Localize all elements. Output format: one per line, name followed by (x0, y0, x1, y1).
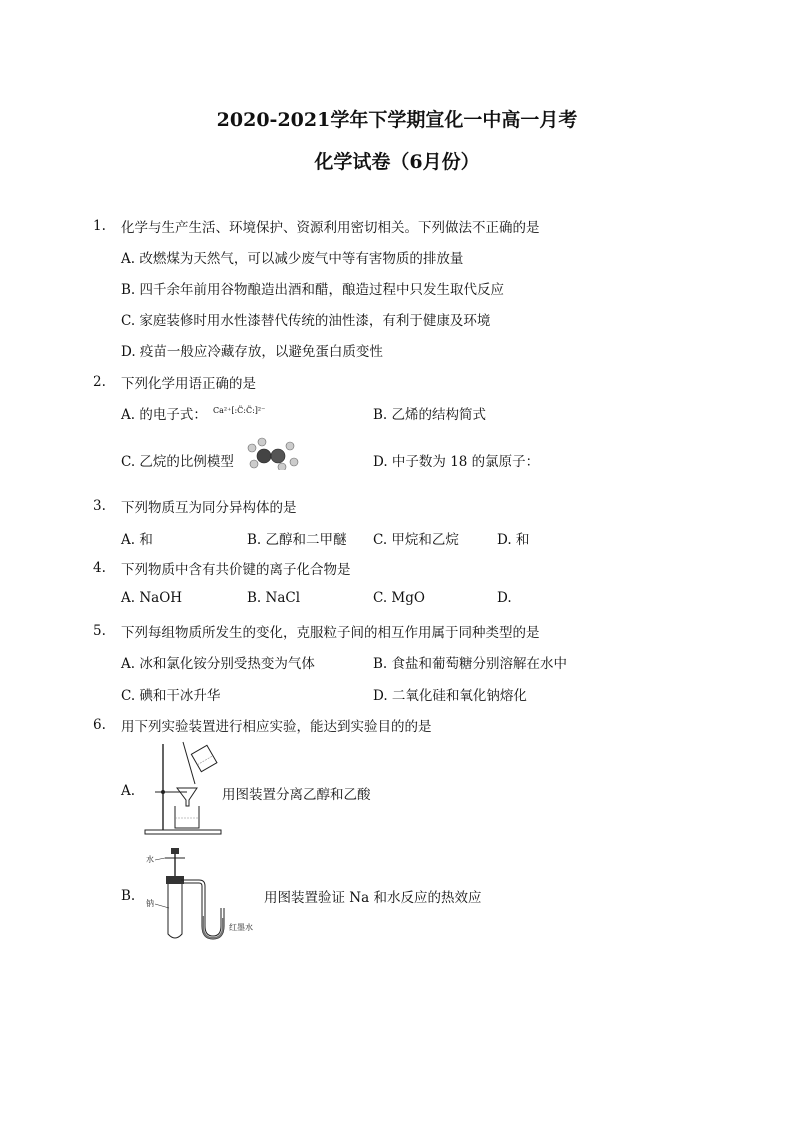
q1-stem: 化学与生产生活、环境保护、资源利用密切相关。下列做法不正确的是 (121, 220, 540, 236)
q4-option-b: B. NaCl (247, 590, 301, 606)
page-subtitle: 化学试卷（6月份） (314, 151, 480, 173)
q6-option-a-text: 用图装置分离乙醇和乙酸 (222, 787, 371, 803)
q6-option-b-label: B. (121, 888, 136, 904)
red-ink-label: 红墨水 (229, 923, 253, 932)
q3-option-d: D. 和 (497, 532, 530, 548)
q3-number: 3. (93, 498, 106, 514)
q3-option-b: B. 乙醇和二甲醚 (247, 532, 347, 548)
q6-stem: 用下列实验装置进行相应实验，能达到实验目的的是 (121, 719, 432, 735)
q2-number: 2. (93, 374, 106, 390)
ethane-space-filling-model (244, 436, 302, 470)
page-title: 2020-2021学年下学期宣化一中高一月考 (216, 109, 578, 131)
q3-option-a: A. 和 (121, 532, 153, 548)
sodium-water-heat-apparatus-figure (143, 842, 265, 946)
q5-stem: 下列每组物质所发生的变化，克服粒子间的相互作用属于同种类型的是 (121, 625, 540, 641)
q4-option-d: D. (497, 590, 512, 606)
q2-option-d: D. 中子数为 18 的氯原子： (373, 454, 540, 470)
q2-stem: 下列化学用语正确的是 (121, 376, 256, 392)
q4-stem: 下列物质中含有共价键的离子化合物是 (121, 562, 351, 578)
q1-number: 1. (93, 218, 106, 234)
q5-number: 5. (93, 623, 106, 639)
q3-option-c: C. 甲烷和乙烷 (373, 532, 459, 548)
q1-option-a: A. 改燃煤为天然气，可以减少废气中等有害物质的排放量 (121, 251, 464, 267)
q4-option-a: A. NaOH (121, 590, 183, 606)
water-label: 水 (146, 855, 154, 864)
distillation-apparatus-figure (143, 738, 223, 838)
q6-number: 6. (93, 717, 106, 733)
q4-option-c: C. MgO (373, 590, 425, 606)
q5-option-a: A. 冰和氯化铵分别受热变为气体 (121, 656, 315, 672)
q1-option-b: B. 四千余年前用谷物酿造出酒和醋，酿造过程中只发生取代反应 (121, 282, 505, 298)
q6-option-a-label: A. (121, 783, 136, 799)
q3-stem: 下列物质互为同分异构体的是 (121, 500, 297, 516)
q5-option-c: C. 碘和干冰升华 (121, 688, 221, 704)
sodium-label: 钠 (146, 899, 154, 908)
q1-option-c: C. 家庭装修时用水性漆替代传统的油性漆，有利于健康及环境 (121, 313, 491, 329)
q2-option-b: B. 乙烯的结构简式 (373, 407, 487, 423)
q2-option-c: C. 乙烷的比例模型 (121, 454, 234, 470)
q6-option-b-text: 用图装置验证 Na 和水反应的热效应 (264, 890, 482, 906)
q2-option-a: A. 的电子式： (121, 407, 207, 423)
q2-option-a-formula: Ca²⁺[:C̈:C̈:]²⁻ (213, 406, 266, 415)
q5-option-b: B. 食盐和葡萄糖分别溶解在水中 (373, 656, 568, 672)
q4-number: 4. (93, 560, 106, 576)
q5-option-d: D. 二氧化硅和氧化钠熔化 (373, 688, 527, 704)
q1-option-d: D. 疫苗一般应冷藏存放，以避免蛋白质变性 (121, 344, 383, 360)
